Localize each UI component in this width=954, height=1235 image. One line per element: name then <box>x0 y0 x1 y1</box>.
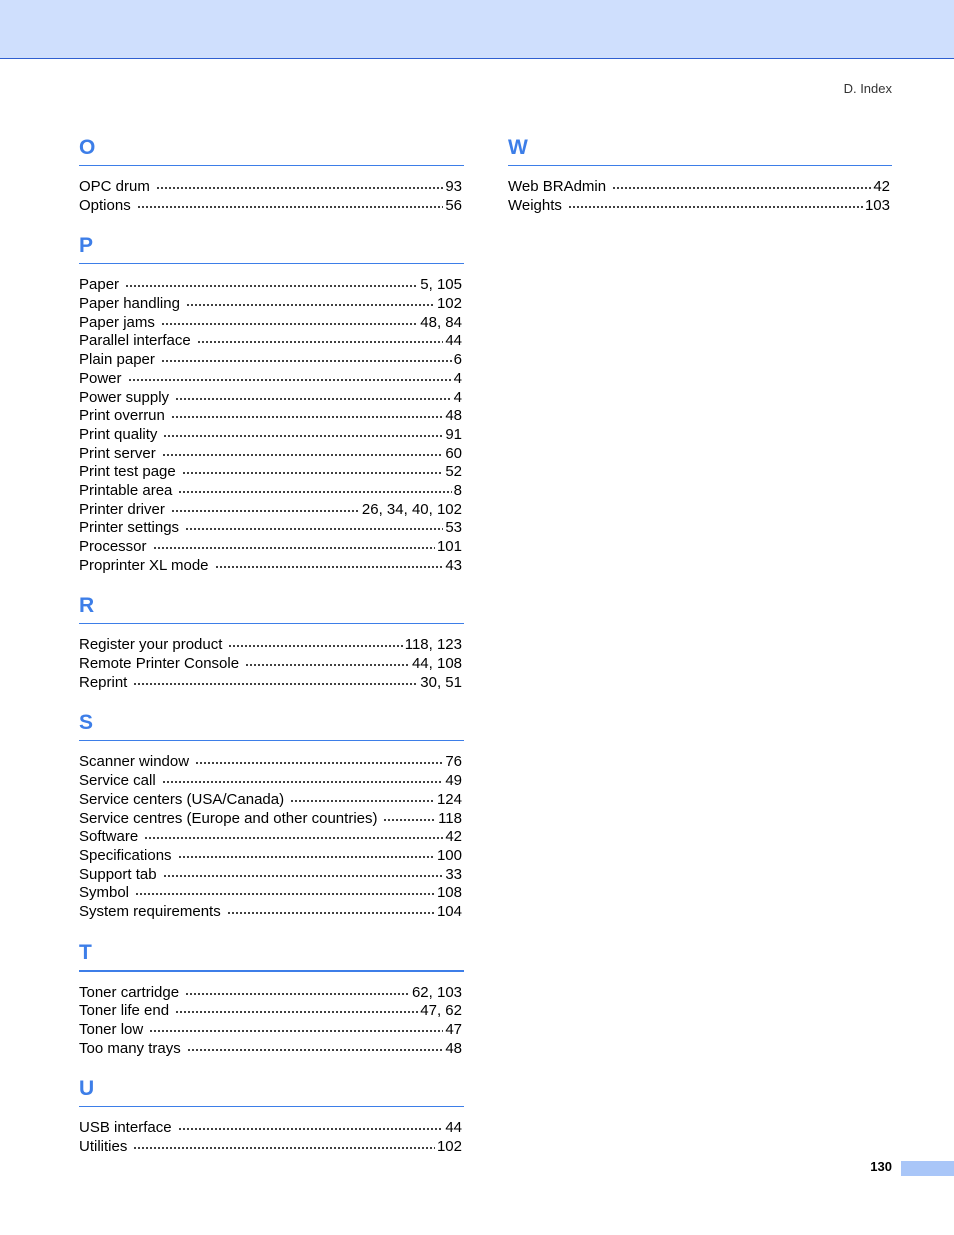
index-page-refs[interactable]: 26, 34, 40, 102 <box>361 500 462 518</box>
index-page-refs[interactable]: 118, 123 <box>404 636 462 654</box>
dot-leader <box>290 790 435 805</box>
index-page-refs[interactable]: 49 <box>445 772 462 790</box>
index-entry <box>79 536 464 555</box>
index-term: Scanner window <box>79 753 190 771</box>
index-term: USB interface <box>79 1119 172 1137</box>
index-term: Service call <box>79 772 156 790</box>
index-entries <box>79 624 464 709</box>
index-term: Paper <box>79 276 120 294</box>
dot-leader <box>137 196 444 211</box>
index-entry <box>79 387 464 406</box>
section-letter: R <box>79 592 464 624</box>
index-page-refs[interactable]: 124 <box>436 790 462 808</box>
index-section-s <box>79 709 464 938</box>
dot-leader <box>197 331 444 346</box>
index-page-refs[interactable]: 47 <box>445 1021 462 1038</box>
index-section-o <box>79 134 464 232</box>
dot-leader <box>228 635 402 650</box>
index-entries <box>508 166 892 232</box>
page-number: 130 <box>870 1159 892 1174</box>
index-entry <box>79 1136 464 1155</box>
dot-leader <box>161 313 418 328</box>
index-entry <box>79 845 464 864</box>
dot-leader <box>185 983 410 998</box>
dot-leader <box>162 771 444 786</box>
index-entry <box>79 517 464 536</box>
index-page-refs[interactable]: 4 <box>453 369 462 387</box>
dot-leader <box>149 1020 443 1035</box>
index-term: Register your product <box>79 636 223 654</box>
index-term: Power supply <box>79 388 170 406</box>
section-letter: W <box>508 134 892 166</box>
index-page-refs[interactable]: 42 <box>873 178 890 195</box>
index-page-refs[interactable]: 108 <box>436 884 462 902</box>
index-term: Utilities <box>79 1138 128 1156</box>
index-entry <box>79 826 464 845</box>
dot-leader <box>171 406 443 421</box>
dot-leader <box>161 350 452 365</box>
index-entry <box>508 195 892 214</box>
dot-leader <box>128 369 452 384</box>
index-page-refs[interactable]: 104 <box>436 902 462 920</box>
index-term: OPC drum <box>79 178 150 195</box>
footer-band <box>901 1161 954 1176</box>
dot-leader <box>245 654 410 669</box>
index-term: Too many trays <box>79 1039 181 1057</box>
index-term: Paper handling <box>79 295 180 313</box>
index-term: Printer settings <box>79 519 180 537</box>
index-section-w <box>508 134 892 232</box>
index-page-refs[interactable]: 48, 84 <box>420 313 462 331</box>
index-entry <box>79 1038 464 1057</box>
index-entries <box>79 264 464 592</box>
index-entry <box>79 1019 464 1038</box>
dot-leader <box>133 1137 435 1152</box>
index-section-r <box>79 592 464 709</box>
index-page-refs[interactable]: 44, 108 <box>411 655 462 673</box>
index-term: Print overrun <box>79 407 165 425</box>
dot-leader <box>135 883 435 898</box>
index-page-refs[interactable]: 44 <box>445 332 462 350</box>
index-term: Power <box>79 369 122 387</box>
index-page-refs[interactable]: 118 <box>438 809 462 827</box>
index-term: Print test page <box>79 463 176 481</box>
index-entry <box>79 349 464 368</box>
index-term: Service centers (USA/Canada) <box>79 790 285 808</box>
index-page-refs[interactable]: 44 <box>445 1119 462 1137</box>
index-term: Weights <box>508 196 562 214</box>
index-page-refs[interactable]: 102 <box>436 1138 462 1156</box>
index-entries <box>79 1107 464 1173</box>
index-term: Web BRAdmin <box>508 178 607 195</box>
index-entry <box>79 274 464 293</box>
index-term: Support tab <box>79 865 157 883</box>
dot-leader <box>156 177 443 192</box>
index-section-t <box>79 939 464 1076</box>
index-entry <box>79 424 464 443</box>
dot-leader <box>178 846 435 861</box>
index-entry <box>79 751 464 770</box>
dot-leader <box>163 865 444 880</box>
index-term: Print server <box>79 444 156 462</box>
index-section-u <box>79 1075 464 1173</box>
index-entry <box>79 176 464 195</box>
index-page-refs[interactable]: 56 <box>445 196 462 214</box>
index-entry <box>79 634 464 653</box>
index-page-refs[interactable]: 53 <box>445 519 462 537</box>
index-page-refs[interactable]: 30, 51 <box>420 673 462 691</box>
index-entries <box>79 741 464 938</box>
index-entry <box>79 770 464 789</box>
index-page-refs[interactable]: 5, 105 <box>420 276 462 294</box>
index-entry <box>79 789 464 808</box>
dot-leader <box>175 388 452 403</box>
index-page-refs[interactable]: 33 <box>445 865 462 883</box>
index-term: Proprinter XL mode <box>79 556 209 574</box>
index-page-refs[interactable]: 62, 103 <box>411 983 462 1001</box>
index-entry <box>79 1000 464 1019</box>
index-term: Parallel interface <box>79 332 191 350</box>
index-page-refs[interactable]: 4 <box>453 388 462 406</box>
index-page-refs[interactable]: 47, 62 <box>420 1002 462 1020</box>
index-term: Processor <box>79 538 147 555</box>
index-entries <box>79 166 464 232</box>
index-entry <box>79 480 464 499</box>
header-band <box>0 0 954 59</box>
index-entry <box>79 1117 464 1136</box>
dot-leader <box>182 462 444 477</box>
index-entry <box>79 461 464 480</box>
dot-leader <box>195 752 443 767</box>
index-term: Symbol <box>79 884 130 902</box>
dot-leader <box>612 177 871 192</box>
index-page-refs[interactable]: 93 <box>445 178 462 195</box>
index-entry <box>79 312 464 331</box>
index-page-refs[interactable]: 100 <box>436 846 462 864</box>
index-page-refs[interactable]: 8 <box>453 481 462 499</box>
index-page-refs[interactable]: 6 <box>453 351 462 369</box>
index-page-refs[interactable]: 102 <box>436 295 462 313</box>
index-page-refs[interactable]: 91 <box>445 425 462 443</box>
index-page-refs[interactable]: 48 <box>445 1039 462 1057</box>
dot-leader <box>178 1118 444 1133</box>
index-term: System requirements <box>79 902 221 920</box>
dot-leader <box>186 294 435 309</box>
index-page-refs[interactable]: 103 <box>864 196 890 214</box>
index-term: Toner life end <box>79 1002 170 1020</box>
index-column-right <box>508 134 892 232</box>
dot-leader <box>133 673 418 688</box>
index-page-refs[interactable]: 60 <box>445 444 462 462</box>
dot-leader <box>171 500 360 515</box>
index-column-left <box>79 134 464 1174</box>
dot-leader <box>383 809 436 824</box>
index-page-refs[interactable]: 43 <box>445 556 462 574</box>
index-entry <box>79 555 464 574</box>
index-entry <box>79 864 464 883</box>
section-letter: P <box>79 232 464 264</box>
dot-leader <box>227 902 435 917</box>
index-entry <box>79 808 464 827</box>
index-entry <box>79 195 464 214</box>
index-entry <box>79 368 464 387</box>
index-entry <box>79 330 464 349</box>
index-term: Options <box>79 196 131 214</box>
index-term: Printable area <box>79 481 173 499</box>
section-letter: S <box>79 709 464 741</box>
dot-leader <box>162 444 444 459</box>
index-page-refs[interactable]: 42 <box>445 828 462 846</box>
index-term: Remote Printer Console <box>79 655 240 673</box>
dot-leader <box>187 1039 444 1054</box>
index-page-refs[interactable]: 52 <box>445 463 462 481</box>
index-term: Toner low <box>79 1021 144 1038</box>
index-page-refs[interactable]: 48 <box>445 407 462 425</box>
index-entry <box>79 882 464 901</box>
index-entry <box>79 982 464 1001</box>
index-page-refs[interactable]: 76 <box>445 753 462 771</box>
index-entry <box>79 499 464 518</box>
index-term: Service centres (Europe and other countries) <box>79 809 378 827</box>
dot-leader <box>175 1001 418 1016</box>
dot-leader <box>163 425 443 440</box>
index-term: Plain paper <box>79 351 155 369</box>
dot-leader <box>153 537 435 552</box>
index-section-p <box>79 232 464 592</box>
section-letter: T <box>79 939 464 972</box>
index-term: Printer driver <box>79 500 165 518</box>
index-page-refs[interactable]: 101 <box>436 538 462 555</box>
index-entry <box>79 672 464 691</box>
dot-leader <box>568 196 863 211</box>
index-term: Reprint <box>79 673 128 691</box>
index-entries <box>79 972 464 1076</box>
dot-leader <box>178 481 451 496</box>
index-term: Toner cartridge <box>79 983 180 1001</box>
index-entry <box>79 901 464 920</box>
running-head: D. Index <box>843 81 892 96</box>
dot-leader <box>185 518 443 533</box>
index-entry <box>79 405 464 424</box>
dot-leader <box>144 827 443 842</box>
index-term: Software <box>79 828 139 846</box>
index-term: Print quality <box>79 425 158 443</box>
section-letter: U <box>79 1075 464 1107</box>
index-entry <box>79 293 464 312</box>
index-entry <box>79 653 464 672</box>
index-term: Specifications <box>79 846 172 864</box>
index-term: Paper jams <box>79 313 155 331</box>
dot-leader <box>215 556 444 571</box>
index-entry <box>79 443 464 462</box>
index-entry <box>508 176 892 195</box>
section-letter: O <box>79 134 464 166</box>
dot-leader <box>125 275 418 290</box>
